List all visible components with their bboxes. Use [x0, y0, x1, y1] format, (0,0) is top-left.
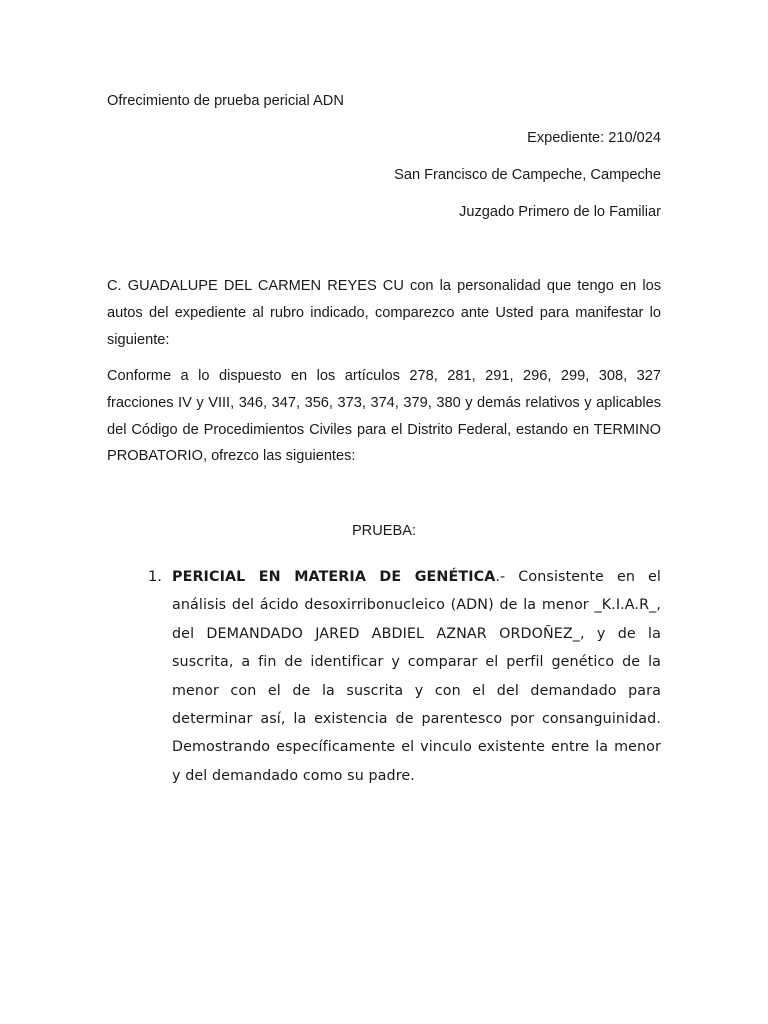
- document-title: Ofrecimiento de prueba pericial ADN: [107, 93, 344, 109]
- list-item-heading: PERICIAL EN MATERIA DE GENÉTICA: [172, 569, 496, 585]
- legal-basis-paragraph: Conforme a lo dispuesto en los artículos 278, 281, 291, 296, 299, 308, 327 fracciones IV y VIII, 346, 347, 356, 373, 374, 379, 380 y demás relativos y aplicables del Código de Procedimientos Civiles para el Distrito Federal, estando en TERMINO PROBATORIO, ofrezco las siguientes:: [107, 368, 661, 465]
- case-number: Expediente: 210/024: [527, 130, 661, 146]
- location: San Francisco de Campeche, Campeche: [394, 167, 661, 183]
- list-item-number: 1.: [148, 568, 162, 585]
- list-item: [172, 563, 661, 790]
- court-name: Juzgado Primero de lo Familiar: [459, 204, 661, 220]
- section-heading: PRUEBA:: [351, 523, 417, 539]
- list-item-body: .- Consistente en el análisis del ácido desoxirribonucleico (ADN) de la menor _K.I.A.R_, del DEMANDADO JARED ABDIEL AZNAR ORDOÑEZ_, y de la suscrita, a fin de identificar y comparar el perfil genético de la menor con el de la suscrita y con el del demandado para determinar así, la existencia de parentesco por consanguinidad. Demostrando específicamente el vinculo existente entre la menor y del demandado como su padre.: [172, 569, 661, 784]
- intro-paragraph: C. GUADALUPE DEL CARMEN REYES CU con la personalidad que tengo en los autos del expediente al rubro indicado, comparezco ante Usted para manifestar lo siguiente:: [107, 278, 661, 348]
